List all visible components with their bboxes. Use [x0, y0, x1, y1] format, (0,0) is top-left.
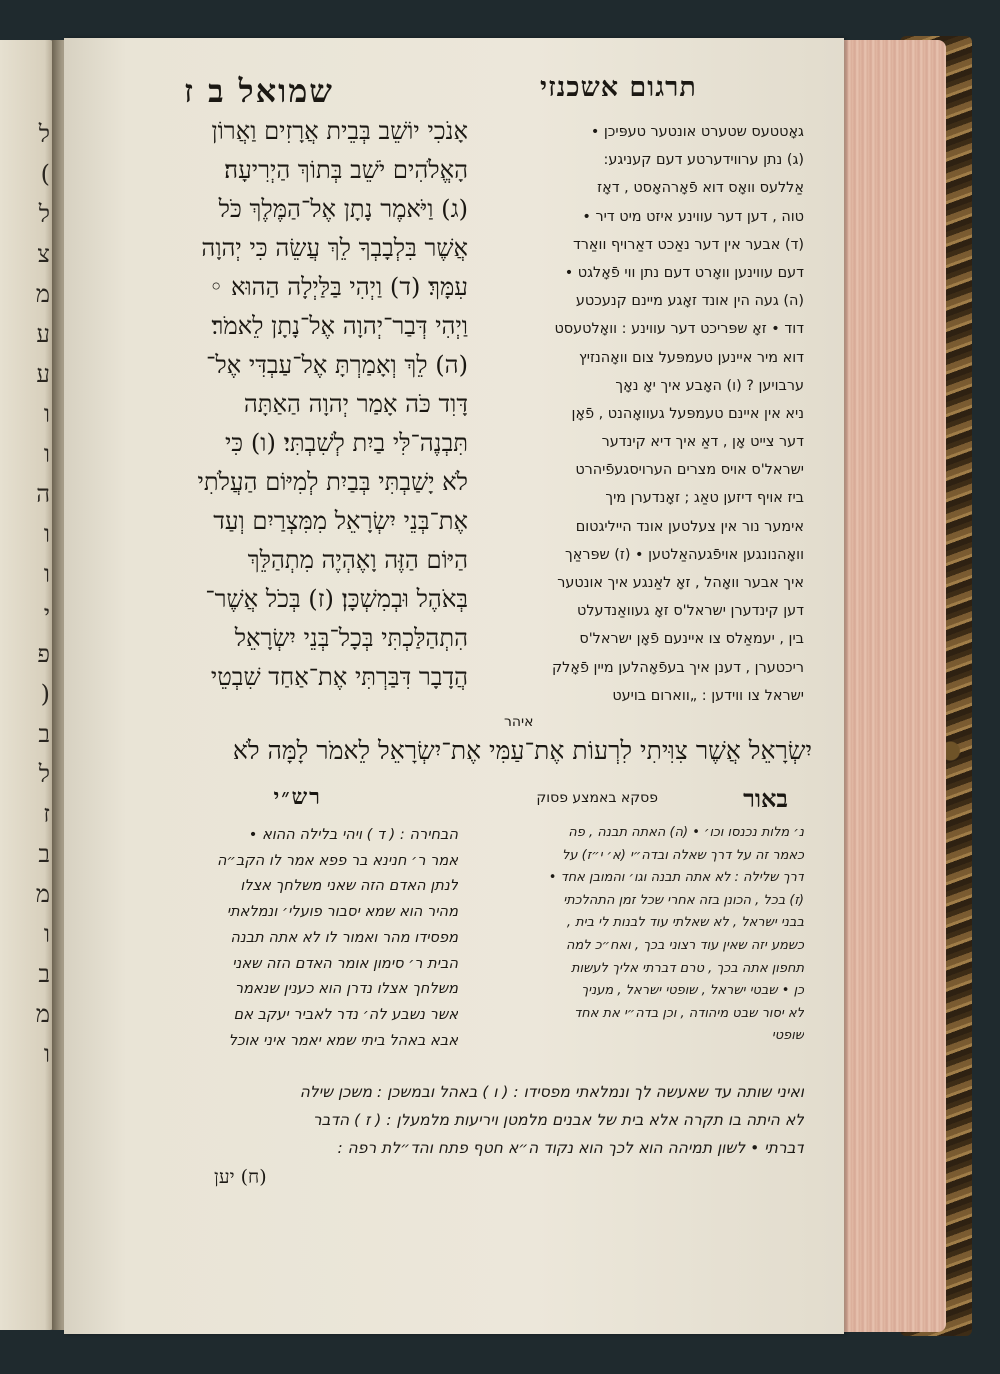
- left-page-edge-letter: מ: [35, 1000, 50, 1028]
- left-page-edge-letter: ו: [43, 1040, 50, 1068]
- page-edge-stack: [836, 40, 946, 1332]
- left-page-edge-letter: ב: [38, 720, 50, 748]
- biur-line: לא יסור שבט מיהודה , וכן בדה״י את אחד: [574, 1005, 804, 1021]
- targum-text-line: בין , יעמאַלס צו איינעם פֿאָן ישראל'ס: [579, 631, 804, 648]
- right-page: [64, 38, 844, 1334]
- targum-text-line: דעם עווינען וואָרט דעם נתן ווי פֿאָלגט •: [564, 264, 804, 281]
- left-page-edge-letter: ב: [38, 960, 50, 988]
- biur-line: דרך שלילה : לא אתה תבנה וגו׳ והמובן אחד •: [548, 870, 804, 886]
- hebrew-text-line: עִמָּךְ׃ (ד) וַיְהִי בַּלַּיְלָה הַהוּא ◦: [209, 273, 468, 301]
- rashi-commentary-column: [94, 822, 458, 1086]
- hebrew-text-line: בְּאֹהֶל וּבְמִשְׁכָּן׃ (ז) בְּכֹל אֲשֶׁר־: [205, 585, 468, 613]
- biur-line: תחפון אתה בכך , טרם דברתי אליך לעשות: [571, 960, 804, 976]
- left-page-edge-letter: ב: [38, 840, 50, 868]
- left-page-edge-letter: מ: [35, 880, 50, 908]
- rashi-line: הבית ר׳ סימון אומר האדם הזה שאני: [232, 954, 458, 972]
- biur-line: שופטי: [771, 1028, 804, 1044]
- left-page-edge-letter: ל: [38, 760, 50, 788]
- hebrew-text-line: דָּוִד כֹּה אָמַר יְהוָה הַאַתָּה: [243, 390, 468, 418]
- left-page-edge-letter: ו: [43, 560, 50, 588]
- left-page-edge-letter: ו: [43, 400, 50, 428]
- biur-line: כשמע יזה שאין עוד רצוני בכך , ואח״כ למה: [565, 937, 804, 953]
- left-page-edge-letter: ו: [43, 920, 50, 948]
- hebrew-text-line: הִתְהַלַּכְתִּי בְּכָל־בְּנֵי יִשְׂרָאֵל: [234, 624, 468, 652]
- targum-text-line: דער צייט אָן , דאַ איך דיא קינדער: [601, 434, 804, 451]
- commentary-line: ואיני שותה עד שאעשה לך ונמלאתי מפסידו : ( ו ) באהל ובמשכן : משכן שילה: [299, 1083, 804, 1101]
- running-head-book: שמואל ב ז: [184, 72, 334, 110]
- left-page-edge-letter: מ: [35, 280, 50, 308]
- rashi-line: לנתן האדם הזה שאני משלחך אצלו: [240, 877, 458, 895]
- targum-text-line: ערבויען ? (ו) האָבע איך יאָ נאָך: [615, 377, 804, 394]
- left-page-edge-letter: ע: [36, 320, 50, 348]
- biur-line: (ז) בכל , הכונן בזה אחרי שכל זמן התהלכתי: [563, 892, 804, 908]
- targum-text-line: אימער נור אין צעלטען אונד הייליגטום: [575, 518, 804, 535]
- targum-text-line: וואָהנונגען אויפֿגעהאַלטען • (ז) שפּראַך: [565, 546, 804, 563]
- commentary-heading: [104, 784, 804, 814]
- targum-text-line: דוד • זאָ שפּריכט דער עווינע : וואָלטעסט: [554, 321, 804, 338]
- biur-line: כן • שבטי ישראל , שופטי ישראל , מעניך: [581, 983, 804, 999]
- commentary-line: לא היתה בו תקרה אלא בית של אבנים מלמטן ויריעות מלמעלן : ( ז ) הדבר: [312, 1111, 804, 1129]
- hebrew-text-line: (ג) וַיֹּאמֶר נָתָן אֶל־הַמֶּלֶךְ כֹּל: [218, 195, 468, 223]
- rashi-line: אשר נשבע לה׳ נדר לאביר יעקב אם: [233, 1005, 458, 1023]
- targum-text-line: (ד) אבער אין דער נאַכט דאַרויף וואַרד: [572, 236, 804, 253]
- left-page-edge-letter: ): [40, 680, 50, 708]
- biur-line: כאמר זה על דרך שאלה ובדה״י (א׳ י״ז) על: [562, 847, 804, 863]
- biur-commentary-column: [460, 822, 804, 1086]
- page-catchword: (ח) יען: [214, 1166, 267, 1188]
- commentary-line: דברתי • לשון תמיהה הוא לכך הוא נקוד ה״א חטף פתח והד״לת רפה :: [337, 1139, 804, 1157]
- left-page-edge-letter: ז: [43, 800, 50, 828]
- left-page-edge-letter: (: [40, 160, 50, 188]
- left-page-edge-letter: פ: [37, 640, 50, 668]
- biur-line: בבני ישראל , לא שאלתי עוד לבנות לי בית ,: [566, 915, 804, 931]
- rashi-line: משלחך אצלו נדרן הוא כענין שנאמר: [234, 980, 458, 998]
- rashi-line: מפסידו מהר ואמור לו לא אתה תבנה: [230, 928, 458, 946]
- targum-text-line: ריכטערן , דענן איך בעפֿאָהלען מיין פֿאָלק: [551, 659, 804, 676]
- targum-text-line: (ג) נתן ערווידערטע דעם קעניגע:: [603, 152, 804, 169]
- targum-text-line: טוה , דען דער עווינע איזט מיט דיר •: [582, 208, 804, 225]
- targum-text-line: גאָטטעס שטערט אונטער טעפּיכן •: [590, 124, 804, 140]
- rashi-line: מהיר הוא שמא יסבור פועלי׳ ונמלאתי: [226, 903, 458, 921]
- left-page-edge-letter: ו: [43, 440, 50, 468]
- left-page-edge-letter: ל: [38, 120, 50, 148]
- running-head-targum: תרגום אשכנזי: [540, 72, 697, 103]
- hebrew-text-line: תִּבְנֶה־לִּי בַיִת לְשִׁבְתִּי׃ (ו) כִּי: [224, 429, 468, 457]
- targum-text-line: ישראל צו ווידען : „ווארום בויעט: [612, 687, 804, 704]
- hebrew-text-line: הֲדָבָר דִּבַּרְתִּי אֶת־אַחַד שִׁבְטֵי: [210, 663, 468, 691]
- biur-heading: באור: [743, 784, 788, 813]
- targum-text-line: דען קינדערן ישראל'ס זאָ געוואַנדעלט: [577, 603, 804, 620]
- hebrew-text-column: [84, 112, 468, 752]
- hebrew-full-width-line: יִשְׂרָאֵל אֲשֶׁר צִוִּיתִי לִרְעוֹת אֶת־עַמִּי אֶת־יִשְׂרָאֵל לֵאמֹר לָמָּה לֹא: [232, 736, 812, 765]
- hebrew-text-line: אָנֹכִי יוֹשֵׁב בְּבֵית אֲרָזִים וַאֲרוֹן: [211, 117, 468, 145]
- hebrew-text-line: לֹא יָשַׁבְתִּי בְּבַיִת לְמִיּוֹם הַעֲלֹתִי: [197, 468, 468, 496]
- hebrew-text-line: אֶת־בְּנֵי יִשְׂרָאֵל מִמִּצְרַיִם וְעַד: [213, 507, 468, 535]
- left-page-edge-letter: ה: [36, 480, 50, 508]
- hebrew-text-line: (ה) לֵךְ וְאָמַרְתָּ אֶל־עַבְדִּי אֶל־: [206, 351, 468, 379]
- left-page-edge: [0, 40, 56, 1330]
- targum-text-column: [462, 118, 804, 754]
- hebrew-text-line: אֲשֶׁר בִּלְבָבְךָ לֵךְ עֲשֵׂה כִּי יְהוָה: [201, 234, 468, 262]
- targum-text-line: איך אבער וואָהל , זאָ לאַנגע איך אונטער: [557, 575, 804, 591]
- targum-text-line: ניא אין איינם טעמפּעל געוואָהנט , פֿאָן: [571, 405, 804, 422]
- targum-text-line: דוא מיר איינען טעמפּעל צום וואָהנזיץ: [578, 349, 804, 366]
- targum-text-line: אַללעס וואָס דוא פֿאָרהאָסט , דאָז: [597, 180, 804, 197]
- targum-catchword: איהר: [504, 714, 534, 730]
- rashi-heading: רש״י: [273, 784, 322, 810]
- targum-text-line: (ה) געה הין אונד זאָגע מיינם קנעכטע: [575, 293, 804, 310]
- left-page-edge-letter: ל: [38, 200, 50, 228]
- left-page-edge-letter: ו: [43, 520, 50, 548]
- left-page-edge-letter: ע: [36, 360, 50, 388]
- hebrew-text-line: הָאֱלֹהִים יֹשֵׁב בְּתוֹךְ הַיְרִיעָה׃: [224, 156, 468, 184]
- rashi-line: אבא באהל ביתי שמא יאמר איני אוכל: [228, 1031, 458, 1049]
- hebrew-text-line: הַיּוֹם הַזֶּה וָאֶהְיֶה מִתְהַלֵּךְ: [247, 546, 468, 574]
- hebrew-text-line: וַיְהִי דְּבַר־יְהוָה אֶל־נָתָן לֵאמֹר׃: [211, 312, 468, 340]
- rashi-line: אמר ר׳ חנינא בר פפא אמר לו הקב״ה: [216, 851, 458, 869]
- left-page-edge-letter: צ: [37, 240, 50, 268]
- left-page-edge-letter: י: [43, 600, 50, 628]
- biur-line: נ׳ מלות נכנסו וכו׳ • (ה) האתה תבנה , פה: [568, 825, 804, 840]
- commentary-continuation: [104, 1078, 804, 1162]
- targum-text-line: ישראל'ס אויס מצרים הערויסגעפֿיהרט: [575, 462, 804, 479]
- piska-note: פסקא באמצע פסוק: [536, 790, 658, 806]
- rashi-line: הבחירה : ( ד ) ויהי בלילה ההוא •: [248, 826, 458, 843]
- targum-text-line: ביז אויף דיזען טאַג ; זאָנדערן מיך: [605, 490, 804, 507]
